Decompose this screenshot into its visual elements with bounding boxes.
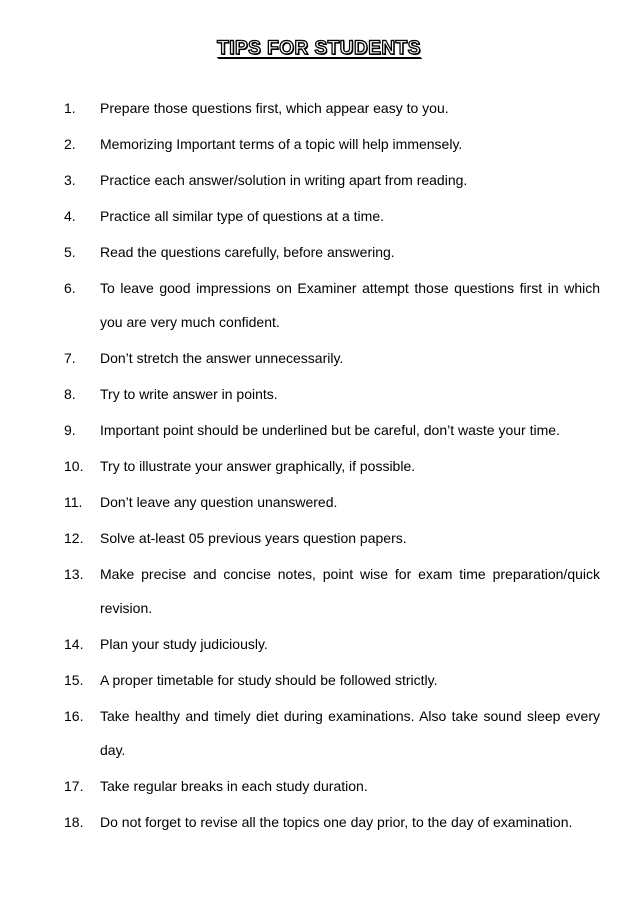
list-item-number: 3. xyxy=(64,172,76,188)
page-title: TIPS FOR STUDENTS xyxy=(217,38,421,59)
list-item xyxy=(64,705,600,761)
list-item-number: 4. xyxy=(64,208,76,224)
list-item-text: To leave good impressions on Examiner attempt those questions first in which you are very much confident. xyxy=(100,280,600,330)
list-item-text: Take regular breaks in each study duration. xyxy=(100,778,368,794)
list-item-text: Take healthy and timely diet during examinations. Also take sound sleep every day. xyxy=(100,708,600,758)
list-item-text: Practice all similar type of questions at a time. xyxy=(100,208,385,224)
tips-list xyxy=(64,97,600,833)
list-item-text: Don’t stretch the answer unnecessarily. xyxy=(100,350,344,366)
list-item xyxy=(64,205,600,227)
list-item xyxy=(64,241,600,263)
list-item-number: 16. xyxy=(64,708,84,724)
list-item-text: Important point should be underlined but be careful, don’t waste your time. xyxy=(100,422,560,438)
list-item-number: 2. xyxy=(64,136,76,152)
list-item-number: 15. xyxy=(64,672,84,688)
list-item xyxy=(64,169,600,191)
list-item-text: Prepare those questions first, which appear easy to you. xyxy=(100,100,449,116)
list-item-number: 14. xyxy=(64,636,84,652)
list-item-text: Practice each answer/solution in writing apart from reading. xyxy=(100,172,468,188)
list-item xyxy=(64,811,600,833)
list-item xyxy=(64,775,600,797)
list-item xyxy=(64,277,600,333)
list-item-number: 1. xyxy=(64,100,76,116)
list-item-number: 7. xyxy=(64,350,76,366)
list-item xyxy=(64,563,600,619)
list-item-text: A proper timetable for study should be followed strictly. xyxy=(100,672,438,688)
list-item-number: 13. xyxy=(64,566,84,582)
list-item xyxy=(64,97,600,119)
list-item-number: 8. xyxy=(64,386,76,402)
list-item-text: Try to illustrate your answer graphically, if possible. xyxy=(100,458,416,474)
list-item-text: Do not forget to revise all the topics one day prior, to the day of examination. xyxy=(100,814,573,830)
list-item xyxy=(64,669,600,691)
list-item xyxy=(64,347,600,369)
list-item xyxy=(64,383,600,405)
list-item xyxy=(64,419,600,441)
list-item-text: Try to write answer in points. xyxy=(100,386,278,402)
list-item-number: 12. xyxy=(64,530,84,546)
list-item-text: Don’t leave any question unanswered. xyxy=(100,494,338,510)
list-item-number: 5. xyxy=(64,244,76,260)
list-item-number: 9. xyxy=(64,422,76,438)
list-item xyxy=(64,633,600,655)
list-item-number: 6. xyxy=(64,280,76,296)
list-item xyxy=(64,133,600,155)
list-item-number: 10. xyxy=(64,458,84,474)
list-item-number: 18. xyxy=(64,814,84,830)
list-item-text: Solve at-least 05 previous years question papers. xyxy=(100,530,407,546)
list-item-text: Plan your study judiciously. xyxy=(100,636,268,652)
list-item xyxy=(64,455,600,477)
list-item xyxy=(64,527,600,549)
list-item-number: 11. xyxy=(64,494,83,510)
list-item-text: Read the questions carefully, before answering. xyxy=(100,244,395,260)
list-item xyxy=(64,491,600,513)
list-item-text: Memorizing Important terms of a topic will help immensely. xyxy=(100,136,463,152)
list-item-text: Make precise and concise notes, point wise for exam time preparation/quick revision. xyxy=(100,566,600,616)
list-item-number: 17. xyxy=(64,778,84,794)
